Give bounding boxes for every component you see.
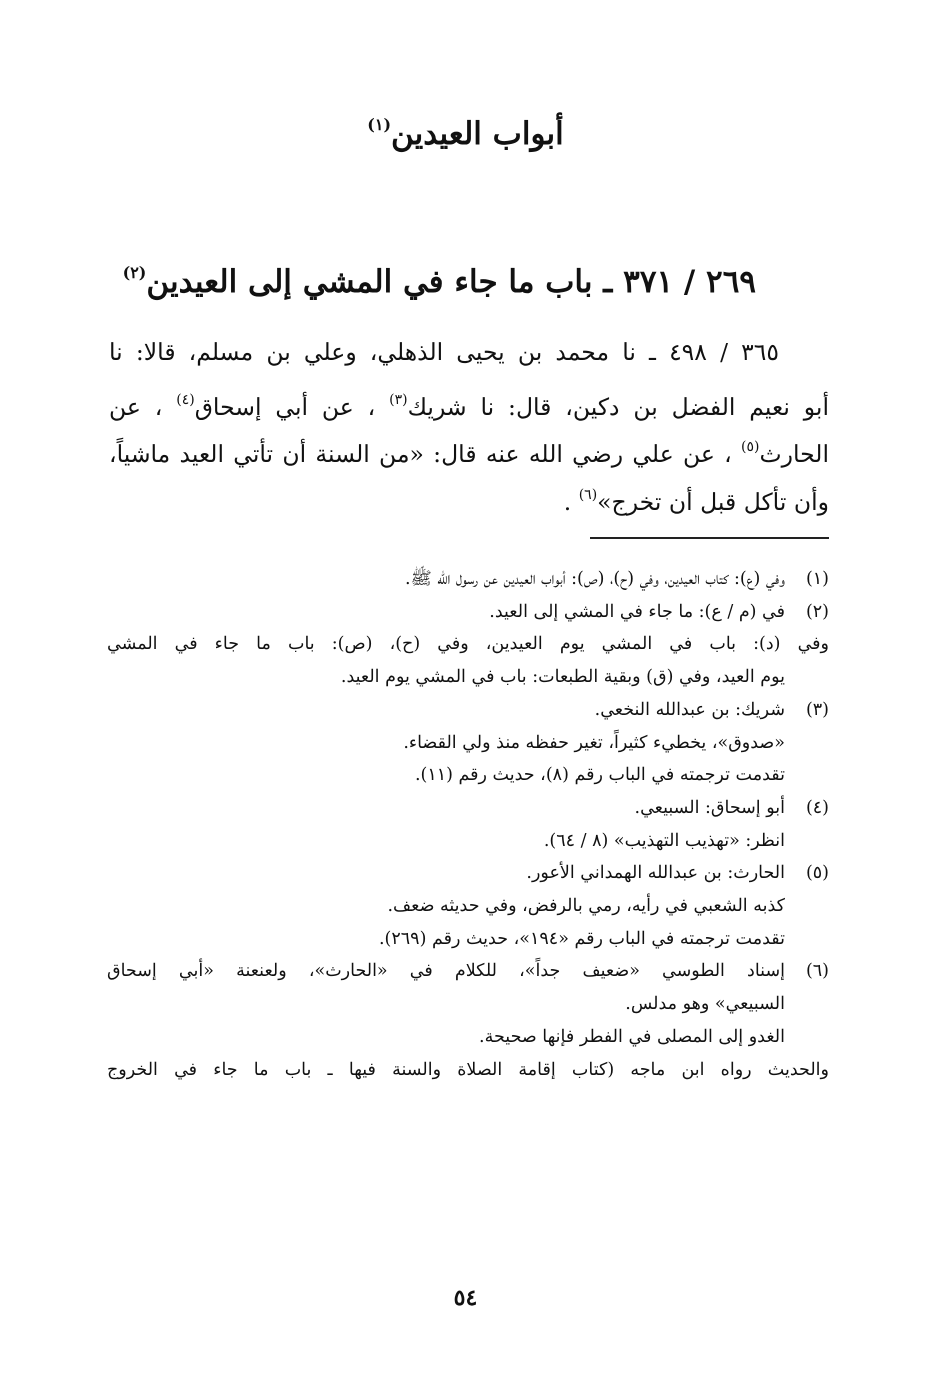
footnote-text: إسناد الطوسي «ضعيف جداً»، للكلام في «الحارث»، ولعنعنة «أبي إسحاق — [107, 961, 785, 982]
footnote-text: الحارث: بن عبدالله الهمداني الأعور. — [526, 863, 785, 884]
footnote-line: السبيعي» وهو مدلس. — [625, 994, 785, 1015]
footnote-number: (١) — [805, 569, 829, 589]
hadith-line-text: ، عن — [109, 392, 177, 421]
footnote-text: في (م / ع): ما جاء في المشي إلى العيد. — [489, 601, 785, 622]
page-number: ٥٤ — [453, 1285, 478, 1311]
footnote-ref: (٣) — [389, 391, 408, 408]
footnote-line: وفي (د): باب في المشي يوم العيدين، وفي (ح)، (ص): باب ما جاء في المشي — [107, 634, 829, 655]
hadith-line-text: ٣٦٥ / ٤٩٨ ـ نا محمد بن يحيى الذهلي، وعلي بن مسلم، قالا: نا — [109, 338, 779, 366]
hadith-line-text: ، عن علي رضي الله عنه قال: «من السنة أن تأتي العيد ماشياً، — [109, 440, 742, 468]
footnote-ref: (٥) — [741, 439, 760, 455]
footnote-divider — [590, 537, 829, 539]
section-title — [123, 247, 756, 308]
footnote-line: والحديث رواه ابن ماجه (كتاب إقامة الصلاة والسنة فيها ـ باب ما جاء في الخروج — [107, 1059, 829, 1080]
section-title-text: ٢٦٩ / ٣٧١ ـ باب ما جاء في المشي إلى العيدين — [146, 264, 756, 300]
footnote-text: أبو إسحاق: السبيعي. — [634, 797, 785, 818]
footnotes — [107, 563, 829, 1086]
hadith-line — [109, 424, 829, 472]
footnote-ref: (٦) — [578, 486, 598, 503]
hadith-line — [109, 329, 829, 377]
footnote-4 — [107, 792, 829, 825]
hadith-line-text: أبو نعيم الفضل بن دكين، قال: نا شريك — [407, 392, 829, 421]
footnote-line: الغدو إلى المصلى في الفطر فإنها صحيحة. — [479, 1026, 785, 1047]
footnote-line: «صدوق»، يخطيء كثيراً، تغير حفظه منذ ولي القضاء. — [403, 732, 785, 753]
footnote-line: تقدمت ترجمته في الباب رقم (٨)، حديث رقم (١١). — [414, 765, 785, 786]
footnote-number: (٤) — [805, 797, 829, 818]
chapter-title-text: أبواب العيدين — [391, 116, 564, 152]
hadith-line-text: . — [563, 487, 579, 516]
chapter-title — [0, 100, 951, 159]
footnote-ref: (٤) — [176, 391, 195, 408]
hadith-line-text: الحارث — [759, 440, 829, 468]
hadith-line-text: ، عن أبي إسحاق — [194, 392, 390, 421]
footnote-line: يوم العيد، وفي (ق) وبقية الطبعات: باب في المشي يوم العيد. — [340, 667, 785, 688]
footnote-3 — [107, 694, 829, 727]
footnote-text: وفي (ع): كتاب العيدين، وفي (ح)، (ص): أبواب العيدين عن رسول الله ﷺ. — [405, 569, 785, 589]
footnote-text: شريك: بن عبدالله النخعي. — [594, 699, 785, 720]
footnote-6 — [107, 955, 829, 988]
hadith-line-text: وأن تأكل قبل أن تخرج» — [597, 487, 829, 516]
footnote-number: (٥) — [805, 863, 829, 884]
chapter-title-footnote-ref: (١) — [367, 115, 392, 134]
footnote-line: كذبه الشعبي في رأيه، رمي بالرفض، وفي حديثه ضعف. — [387, 896, 785, 917]
hadith-line — [109, 377, 829, 425]
footnote-number: (٦) — [805, 961, 829, 982]
footnote-5 — [107, 857, 829, 890]
footnote-2 — [107, 596, 829, 629]
hadith-line — [109, 472, 829, 520]
footnote-1 — [107, 563, 829, 596]
footnote-line: تقدمت ترجمته في الباب رقم «١٩٤»، حديث رقم (٢٦٩). — [378, 928, 785, 949]
footnote-number: (٢) — [805, 601, 829, 622]
hadith-text — [109, 329, 829, 519]
section-title-footnote-ref: (٢) — [122, 263, 147, 282]
footnote-number: (٣) — [805, 699, 829, 720]
footnote-line: انظر: «تهذيب التهذيب» (٨ / ٦٤). — [543, 830, 785, 851]
